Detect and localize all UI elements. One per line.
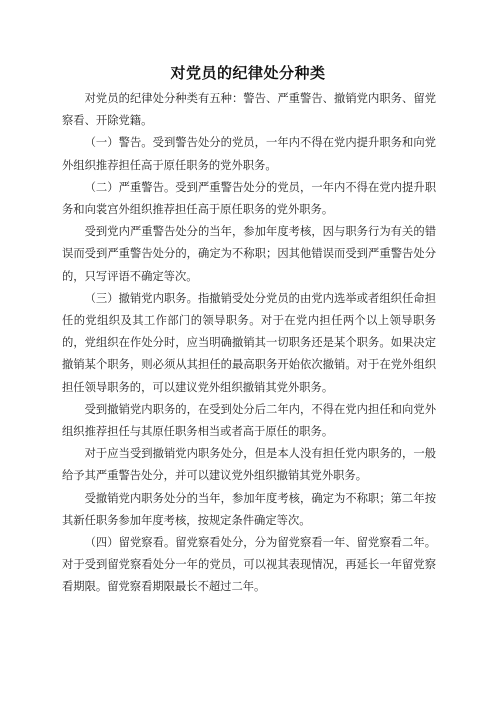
document-body — [62, 88, 436, 599]
paragraph-revoke-position: （三）撤销党内职务。指撤销受处分党员的由党内选举或者组织任命担任的党组织及其工作部门的领导职务。对于在党内担任两个以上领导职务的，党组织在作处分时，应当明确撤销其一切职务还是某个职务。如果决定撤销某个职务，则必须从其担任的最高职务开始依次撤销。对于在党外组织担任领导职务的，可以建议党外组织撤销其党外职务。 — [62, 291, 436, 394]
paragraph-revoke-position-restriction: 受到撤销党内职务的，在受到处分后二年内，不得在党内担任和向党外组织推荐担任与其原任职务相当或者高于原任的职务。 — [62, 402, 436, 439]
paragraph-serious-warning: （二）严重警告。受到严重警告处分的党员，一年内不得在党内提升职务和向裳宫外组织推荐担任高于原任职务的党外职务。 — [62, 180, 436, 217]
paragraph-revoke-position-no-post: 对于应当受到撤销党内职务处分，但是本人没有担任党内职务的，一般给予其严重警告处分，并可以建议党外组织撤销其党外职务。 — [62, 447, 436, 483]
document-title: 对党员的纪律处分种类 — [170, 64, 326, 82]
paragraph-serious-warning-assessment: 受到党内严重警告处分的当年，参加年度考核，因与职务行为有关的错误而受到严重警告处分的，确定为不称职；因其他错误而受到严重警告处分的，只写评语不确定等次。 — [62, 225, 436, 283]
paragraph-warning: （一）警告。受到警告处分的党员，一年内不得在党内提升职务和向党外组织推荐担任高于原任职务的党外职务。 — [62, 136, 436, 172]
paragraph-revoke-position-assessment: 受撤销党内职务处分的当年，参加年度考核，确定为不称职；第二年按其新任职务参加年度考核，按规定条件确定等次。 — [62, 491, 436, 527]
paragraph-probation: （四）留党察看。留党察看处分，分为留党察看一年、留党察看二年。对于受到留党察看处分一年的党员，可以视其表现情况，再延长一年留党察看期限。留党察看期限最长不超过二年。 — [62, 536, 436, 594]
paragraph-intro: 对党员的纪律处分种类有五种：警告、严重警告、撤销党内职务、留党察看、开除党籍。 — [62, 92, 436, 128]
